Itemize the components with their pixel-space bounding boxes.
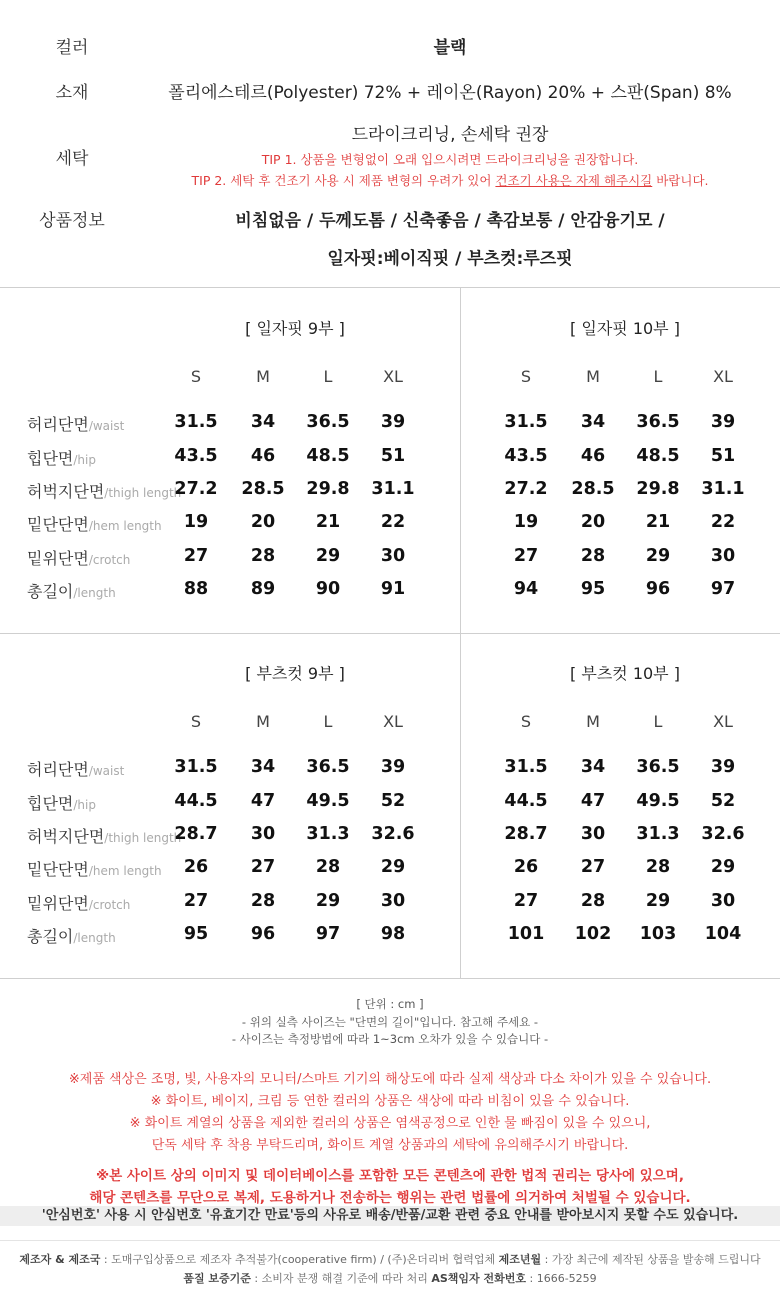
safe-number-notice: '안심번호' 사용 시 안심번호 '유효기간 만료'등의 사유로 배송/반품/교환 관련 중요 안내를 받아보시지 못할 수도 있습니다. bbox=[0, 1206, 780, 1226]
measure-row-label: 허벅지단면/thigh length bbox=[27, 827, 182, 846]
color-disclaimer-1: ※제품 색상은 조명, 빛, 사용자의 모니터/스마트 기기의 해상도에 따라 실제 색상과 다소 차이가 있을 수 있습니다. bbox=[68, 1072, 712, 1087]
size-value-cell: 43.5 bbox=[174, 446, 218, 466]
size-value-cell: 91 bbox=[380, 579, 406, 599]
size-value-cell: 48.5 bbox=[636, 446, 680, 466]
size-value-cell: 104 bbox=[704, 924, 742, 944]
wash-tip-2: TIP 2. 세탁 후 건조기 사용 시 제품 변형의 우려가 있어 건조기 사용은 자제 해주시길 바랍니다. bbox=[191, 173, 709, 188]
size-value-cell: 28.5 bbox=[571, 479, 615, 499]
size-header-xl: XL bbox=[383, 712, 403, 731]
size-value-cell: 28 bbox=[645, 857, 671, 877]
size-value-cell: 28.7 bbox=[504, 824, 548, 844]
size-header-xl: XL bbox=[713, 367, 733, 386]
size-header-l: L bbox=[653, 712, 663, 731]
size-value-cell: 90 bbox=[315, 579, 341, 599]
size-value-cell: 97 bbox=[710, 579, 736, 599]
unit-note: [ 단위 : cm ] bbox=[356, 997, 424, 1011]
size-value-cell: 27.2 bbox=[174, 479, 218, 499]
size-table-title: [ 부츠컷 10부 ] bbox=[570, 664, 680, 683]
size-header-s: S bbox=[520, 367, 532, 386]
size-value-cell: 46 bbox=[250, 446, 276, 466]
measure-row-label: 총길이/length bbox=[27, 927, 116, 946]
size-value-cell: 47 bbox=[580, 791, 606, 811]
size-value-cell: 30 bbox=[710, 546, 736, 566]
size-table-title: [ 부츠컷 9부 ] bbox=[245, 664, 345, 683]
size-value-cell: 20 bbox=[250, 512, 276, 532]
size-value-cell: 28.7 bbox=[174, 824, 218, 844]
size-value-cell: 28 bbox=[580, 546, 606, 566]
size-value-cell: 30 bbox=[580, 824, 606, 844]
size-header-m: M bbox=[586, 712, 600, 731]
size-value-cell: 88 bbox=[183, 579, 209, 599]
size-header-l: L bbox=[653, 367, 663, 386]
size-value-cell: 49.5 bbox=[306, 791, 350, 811]
size-value-cell: 49.5 bbox=[636, 791, 680, 811]
size-value-cell: 96 bbox=[645, 579, 671, 599]
size-value-cell: 46 bbox=[580, 446, 606, 466]
size-value-cell: 44.5 bbox=[504, 791, 548, 811]
color-value: 블랙 bbox=[433, 38, 467, 58]
size-value-cell: 97 bbox=[315, 924, 341, 944]
size-value-cell: 30 bbox=[710, 891, 736, 911]
measure-row-label: 허리단면/waist bbox=[27, 415, 125, 434]
size-value-cell: 43.5 bbox=[504, 446, 548, 466]
size-value-cell: 36.5 bbox=[306, 412, 350, 432]
color-label: 컬러 bbox=[55, 38, 89, 58]
size-header-m: M bbox=[256, 367, 270, 386]
size-value-cell: 32.6 bbox=[701, 824, 745, 844]
footer-line-1: 제조자 & 제조국 : 도매구입상품으로 제조자 추적불가(cooperative firm) / (주)온더리버 협력업체 제조년월 : 가장 최근에 제작된 상품을 발송해 드립니다 bbox=[19, 1253, 761, 1266]
divider-top bbox=[0, 287, 780, 288]
legal-notice-1: ※본 사이트 상의 이미지 및 데이터베이스를 포함한 모든 콘텐츠에 관한 법적 권리는 당사에 있으며, bbox=[96, 1168, 684, 1184]
size-value-cell: 31.5 bbox=[504, 757, 548, 777]
measure-row-label: 허리단면/waist bbox=[27, 760, 125, 779]
size-value-cell: 94 bbox=[513, 579, 539, 599]
size-value-cell: 29.8 bbox=[306, 479, 350, 499]
measure-row-label: 힙단면/hip bbox=[27, 449, 96, 468]
size-value-cell: 51 bbox=[380, 446, 406, 466]
size-value-cell: 34 bbox=[580, 757, 606, 777]
material-value: 폴리에스테르(Polyester) 72% + 레이온(Rayon) 20% + 스판(Span) 8% bbox=[168, 83, 732, 103]
size-header-s: S bbox=[190, 367, 202, 386]
size-value-cell: 95 bbox=[183, 924, 209, 944]
color-disclaimer-2: ※ 화이트, 베이지, 크림 등 연한 컬러의 상품은 색상에 따라 비침이 있을 수 있습니다. bbox=[150, 1094, 630, 1109]
tolerance-note: - 사이즈는 측정방법에 따라 1~3cm 오차가 있을 수 있습니다 - bbox=[231, 1032, 549, 1046]
size-value-cell: 39 bbox=[710, 757, 736, 777]
size-value-cell: 28 bbox=[250, 546, 276, 566]
size-value-cell: 28 bbox=[580, 891, 606, 911]
size-value-cell: 34 bbox=[250, 757, 276, 777]
size-value-cell: 28 bbox=[250, 891, 276, 911]
size-value-cell: 52 bbox=[380, 791, 406, 811]
size-value-cell: 36.5 bbox=[636, 757, 680, 777]
size-value-cell: 27 bbox=[580, 857, 606, 877]
size-value-cell: 36.5 bbox=[306, 757, 350, 777]
size-header-l: L bbox=[323, 367, 333, 386]
size-value-cell: 101 bbox=[507, 924, 545, 944]
size-value-cell: 29 bbox=[380, 857, 406, 877]
size-value-cell: 32.6 bbox=[371, 824, 415, 844]
size-value-cell: 26 bbox=[513, 857, 539, 877]
size-value-cell: 39 bbox=[710, 412, 736, 432]
wash-tip-1: TIP 1. 상품을 변형없이 오래 입으시려면 드라이크리닝을 권장합니다. bbox=[261, 152, 639, 167]
measure-row-label: 밑단단면/hem length bbox=[27, 515, 162, 534]
size-value-cell: 31.3 bbox=[636, 824, 680, 844]
size-value-cell: 22 bbox=[380, 512, 406, 532]
size-value-cell: 29 bbox=[645, 546, 671, 566]
size-value-cell: 34 bbox=[580, 412, 606, 432]
color-disclaimer-3: ※ 화이트 계열의 상품을 제외한 컬러의 상품은 염색공정으로 인한 물 빠짐이 있을 수 있으니, bbox=[129, 1116, 651, 1131]
size-header-xl: XL bbox=[383, 367, 403, 386]
product-info-line-1: 비침없음 / 두께도톰 / 신축좋음 / 촉감보통 / 안감융기모 / bbox=[235, 211, 665, 231]
size-value-cell: 96 bbox=[250, 924, 276, 944]
measure-row-label: 밑단단면/hem length bbox=[27, 860, 162, 879]
size-value-cell: 27.2 bbox=[504, 479, 548, 499]
size-value-cell: 31.1 bbox=[371, 479, 415, 499]
size-value-cell: 29 bbox=[315, 546, 341, 566]
size-value-cell: 51 bbox=[710, 446, 736, 466]
wash-label: 세탁 bbox=[55, 149, 89, 169]
size-value-cell: 31.5 bbox=[504, 412, 548, 432]
size-value-cell: 52 bbox=[710, 791, 736, 811]
size-value-cell: 44.5 bbox=[174, 791, 218, 811]
footer-divider bbox=[0, 1240, 780, 1241]
size-value-cell: 31.5 bbox=[174, 757, 218, 777]
footer-line-2: 품질 보증기준 : 소비자 분쟁 해결 기준에 따라 처리 AS책임자 전화번호 : 1666-5259 bbox=[183, 1272, 597, 1285]
size-value-cell: 19 bbox=[183, 512, 209, 532]
size-value-cell: 27 bbox=[183, 546, 209, 566]
size-header-s: S bbox=[520, 712, 532, 731]
size-value-cell: 22 bbox=[710, 512, 736, 532]
size-value-cell: 20 bbox=[580, 512, 606, 532]
size-value-cell: 31.1 bbox=[701, 479, 745, 499]
divider-vertical bbox=[460, 287, 461, 978]
size-value-cell: 29 bbox=[645, 891, 671, 911]
size-value-cell: 31.3 bbox=[306, 824, 350, 844]
size-table-title: [ 일자핏 10부 ] bbox=[570, 319, 680, 338]
size-value-cell: 89 bbox=[250, 579, 276, 599]
measure-note: - 위의 실측 사이즈는 "단면의 길이"입니다. 참고해 주세요 - bbox=[241, 1015, 539, 1029]
size-value-cell: 36.5 bbox=[636, 412, 680, 432]
wash-tip-2-emphasis: 건조기 사용은 자제 해주시길 bbox=[495, 173, 653, 188]
size-value-cell: 21 bbox=[645, 512, 671, 532]
measure-row-label: 밑위단면/crotch bbox=[27, 894, 131, 913]
size-header-xl: XL bbox=[713, 712, 733, 731]
measure-row-label: 밑위단면/crotch bbox=[27, 549, 131, 568]
size-header-m: M bbox=[586, 367, 600, 386]
divider-bottom bbox=[0, 978, 780, 979]
size-value-cell: 29.8 bbox=[636, 479, 680, 499]
size-value-cell: 28.5 bbox=[241, 479, 285, 499]
size-value-cell: 31.5 bbox=[174, 412, 218, 432]
size-value-cell: 103 bbox=[639, 924, 677, 944]
size-value-cell: 21 bbox=[315, 512, 341, 532]
size-value-cell: 27 bbox=[513, 891, 539, 911]
size-value-cell: 47 bbox=[250, 791, 276, 811]
material-label: 소재 bbox=[55, 83, 89, 103]
size-value-cell: 29 bbox=[710, 857, 736, 877]
size-value-cell: 27 bbox=[250, 857, 276, 877]
size-value-cell: 34 bbox=[250, 412, 276, 432]
divider-middle bbox=[0, 633, 780, 634]
size-value-cell: 30 bbox=[380, 891, 406, 911]
size-value-cell: 95 bbox=[580, 579, 606, 599]
wash-value: 드라이크리닝, 손세탁 권장 bbox=[351, 125, 549, 145]
size-value-cell: 26 bbox=[183, 857, 209, 877]
legal-notice-2: 해당 콘텐츠를 무단으로 복제, 도용하거나 전송하는 행위는 관련 법률에 의거하여 처벌될 수 있습니다. bbox=[89, 1190, 691, 1206]
size-value-cell: 28 bbox=[315, 857, 341, 877]
size-header-s: S bbox=[190, 712, 202, 731]
size-value-cell: 27 bbox=[513, 546, 539, 566]
measure-row-label: 허벅지단면/thigh length bbox=[27, 482, 182, 501]
size-value-cell: 39 bbox=[380, 412, 406, 432]
size-value-cell: 29 bbox=[315, 891, 341, 911]
product-info-label: 상품정보 bbox=[39, 211, 105, 231]
size-value-cell: 98 bbox=[380, 924, 406, 944]
size-value-cell: 30 bbox=[250, 824, 276, 844]
size-value-cell: 39 bbox=[380, 757, 406, 777]
size-value-cell: 102 bbox=[574, 924, 612, 944]
size-value-cell: 19 bbox=[513, 512, 539, 532]
size-header-l: L bbox=[323, 712, 333, 731]
size-table-title: [ 일자핏 9부 ] bbox=[245, 319, 345, 338]
color-disclaimer-4: 단독 세탁 후 착용 부탁드리며, 화이트 계열 상품과의 세탁에 유의해주시기 바랍니다. bbox=[151, 1138, 629, 1153]
size-value-cell: 30 bbox=[380, 546, 406, 566]
size-header-m: M bbox=[256, 712, 270, 731]
measure-row-label: 총길이/length bbox=[27, 582, 116, 601]
measure-row-label: 힙단면/hip bbox=[27, 794, 96, 813]
size-value-cell: 48.5 bbox=[306, 446, 350, 466]
size-value-cell: 27 bbox=[183, 891, 209, 911]
product-info-line-2: 일자핏:베이직핏 / 부츠컷:루즈핏 bbox=[327, 249, 573, 269]
